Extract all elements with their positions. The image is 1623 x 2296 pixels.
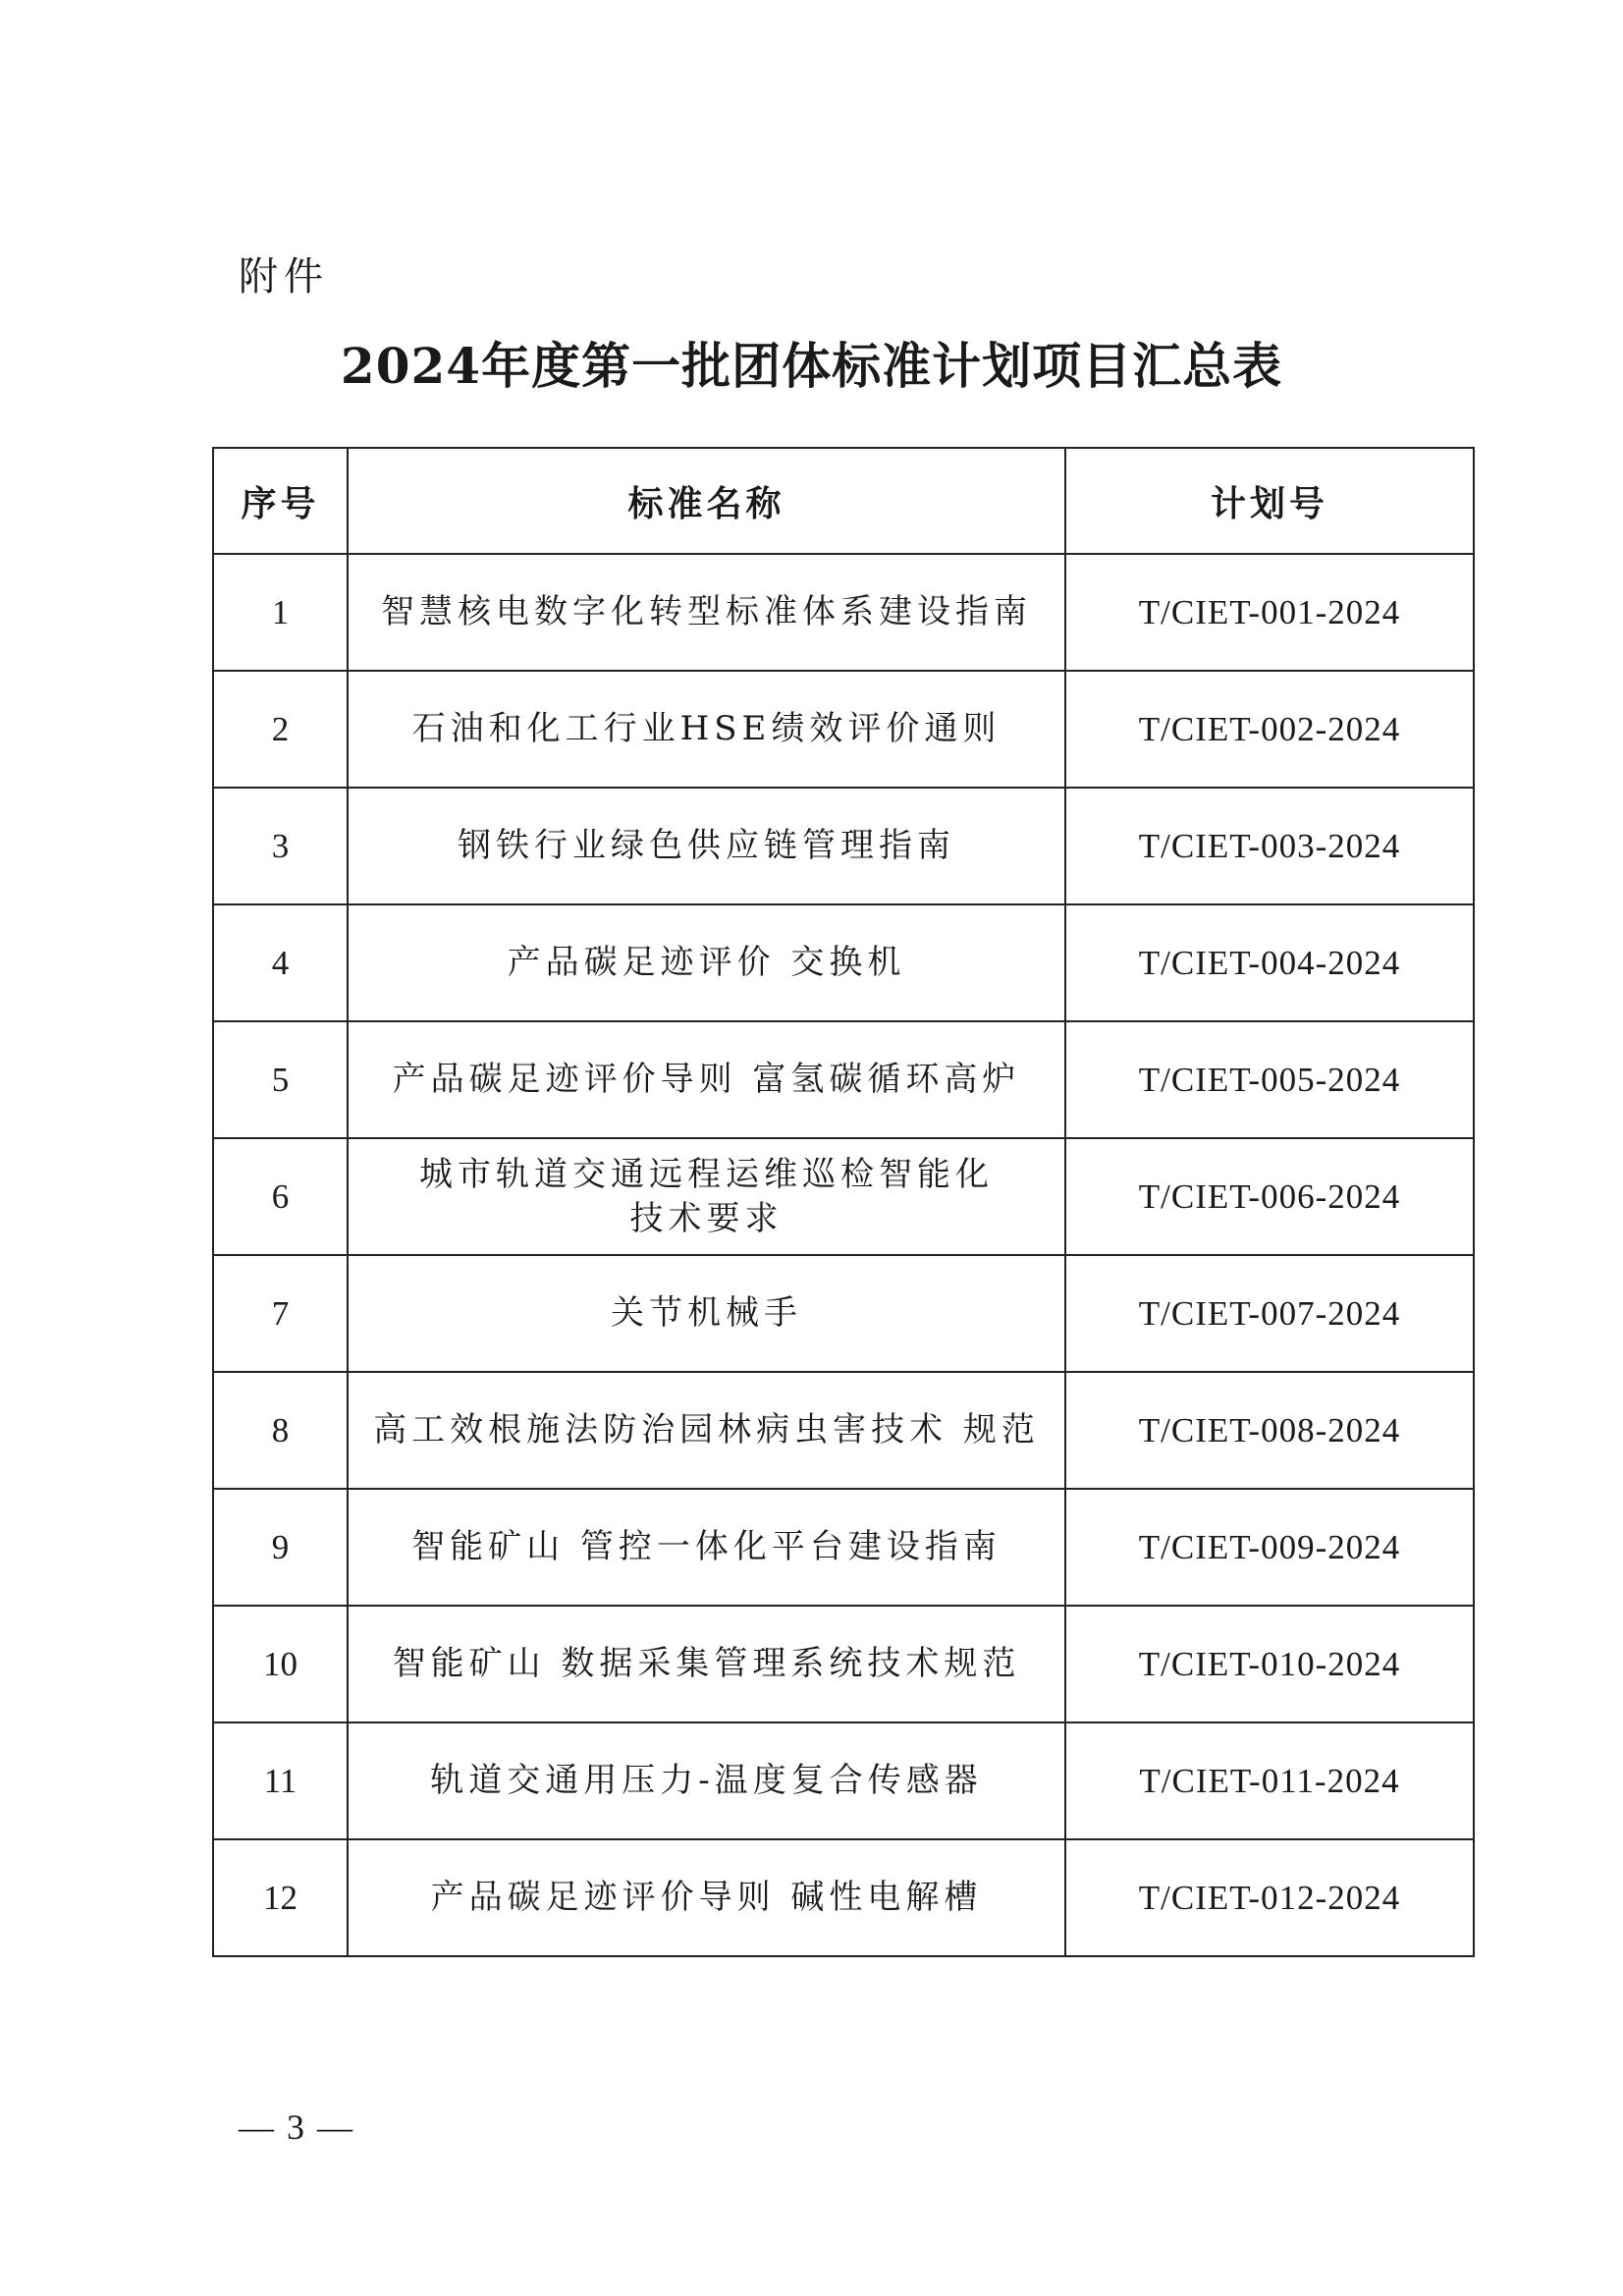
standards-table [212,447,1475,1957]
plan-number: T/CIET-002-2024 [1065,671,1474,788]
column-header-number: 序号 [213,448,348,554]
plan-number: T/CIET-012-2024 [1065,1839,1474,1956]
standard-name: 智能矿山 数据采集管理系统技术规范 [348,1606,1065,1722]
table-row [213,554,1474,671]
plan-number: T/CIET-010-2024 [1065,1606,1474,1722]
plan-number: T/CIET-009-2024 [1065,1489,1474,1606]
plan-number: T/CIET-001-2024 [1065,554,1474,671]
row-number: 1 [213,554,348,671]
plan-number: T/CIET-007-2024 [1065,1255,1474,1372]
standard-name: 石油和化工行业HSE绩效评价通则 [348,671,1065,788]
row-number: 11 [213,1722,348,1839]
standard-name: 高工效根施法防治园林病虫害技术 规范 [348,1372,1065,1489]
plan-number: T/CIET-005-2024 [1065,1021,1474,1138]
standard-name: 轨道交通用压力-温度复合传感器 [348,1722,1065,1839]
row-number: 2 [213,671,348,788]
row-number: 9 [213,1489,348,1606]
standard-name: 智能矿山 管控一体化平台建设指南 [348,1489,1065,1606]
column-header-standard-name: 标准名称 [348,448,1065,554]
plan-number: T/CIET-011-2024 [1065,1722,1474,1839]
document-title: 2024年度第一批团体标准计划项目汇总表 [340,337,1283,395]
plan-number: T/CIET-004-2024 [1065,904,1474,1021]
table-row [213,788,1474,904]
plan-number: T/CIET-008-2024 [1065,1372,1474,1489]
table-row [213,904,1474,1021]
table-row [213,1372,1474,1489]
standard-name: 产品碳足迹评价导则 富氢碳循环高炉 [348,1021,1065,1138]
table-row [213,1606,1474,1722]
column-header-plan-number: 计划号 [1065,448,1474,554]
row-number: 3 [213,788,348,904]
standard-name: 智慧核电数字化转型标准体系建设指南 [348,554,1065,671]
row-number: 10 [213,1606,348,1722]
row-number: 5 [213,1021,348,1138]
standard-name: 关节机械手 [348,1255,1065,1372]
row-number: 8 [213,1372,348,1489]
row-number: 12 [213,1839,348,1956]
table-row [213,1722,1474,1839]
attachment-label: 附件 [239,254,329,300]
table-row [213,1021,1474,1138]
plan-number: T/CIET-003-2024 [1065,788,1474,904]
row-number: 6 [213,1138,348,1255]
plan-number: T/CIET-006-2024 [1065,1138,1474,1255]
standard-name: 城市轨道交通远程运维巡检智能化技术要求 [348,1138,1065,1255]
standard-name: 产品碳足迹评价导则 碱性电解槽 [348,1839,1065,1956]
table-row [213,1489,1474,1606]
row-number: 7 [213,1255,348,1372]
standard-name: 钢铁行业绿色供应链管理指南 [348,788,1065,904]
table-row [213,671,1474,788]
table-row [213,1138,1474,1255]
table-row [213,1839,1474,1956]
standards-table-container [212,447,1473,1957]
standard-name: 产品碳足迹评价 交换机 [348,904,1065,1021]
table-row [213,1255,1474,1372]
page-number: — 3 — [239,2107,354,2147]
table-header-row [213,448,1474,554]
row-number: 4 [213,904,348,1021]
